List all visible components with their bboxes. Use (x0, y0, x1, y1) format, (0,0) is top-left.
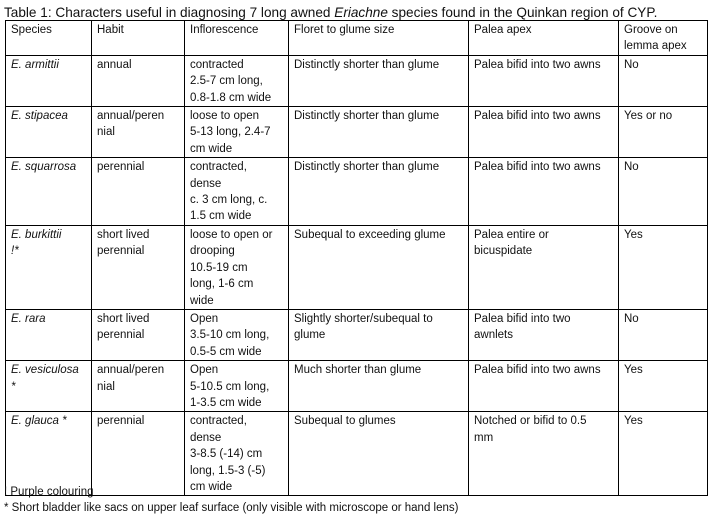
cell-line: awnlets (474, 329, 513, 342)
cell-line: annual/peren (97, 110, 165, 123)
header-row (6, 21, 708, 56)
cell-palea (469, 55, 619, 106)
cell-groove (619, 309, 708, 360)
header-species: Species (6, 21, 92, 56)
cell-line: Much shorter than glume (294, 364, 422, 377)
cell-palea (469, 309, 619, 360)
cell-line: 0.8-1.8 cm wide (190, 91, 272, 104)
cell-line: E. vesiculosa (11, 364, 79, 377)
cell-inflorescence (185, 55, 289, 106)
cell-inflorescence (185, 225, 289, 309)
cell-line: Palea bifid into two awns (474, 58, 601, 71)
cell-line: contracted, (190, 415, 247, 428)
cell-palea (469, 107, 619, 158)
cell-groove (619, 107, 708, 158)
cell-line: Palea bifid into two awns (474, 364, 601, 377)
cell-line: 3-8.5 (-14) cm (190, 448, 263, 461)
cell-habit (92, 55, 185, 106)
cell-inflorescence (185, 158, 289, 226)
cell-line: wide (190, 294, 214, 307)
footnotes (4, 484, 458, 517)
header-inflorescence: Inflorescence (185, 21, 289, 56)
caption-prefix: Table 1: Characters useful in diagnosing 7 long awned (4, 5, 335, 20)
table-row (6, 55, 708, 106)
cell-habit (92, 361, 185, 412)
table-row (6, 107, 708, 158)
cell-line: 2.5-7 cm long, (190, 75, 263, 88)
cell-floret (289, 107, 469, 158)
header-habit: Habit (92, 21, 185, 56)
cell-species (6, 55, 92, 106)
cell-line: Subequal to exceeding glume (294, 228, 446, 241)
cell-line: Yes (624, 415, 643, 428)
cell-line: Slightly shorter/subequal to (294, 312, 433, 325)
cell-line: 3.5-10 cm long, (190, 329, 270, 342)
cell-inflorescence (185, 361, 289, 412)
cell-line: Open (190, 364, 219, 377)
cell-line: E. burkittii (11, 228, 62, 241)
cell-groove (619, 412, 708, 496)
table-row (6, 158, 708, 226)
cell-palea (469, 158, 619, 226)
cell-inflorescence (185, 107, 289, 158)
cell-line: E. stipacea (11, 110, 68, 123)
cell-line: Yes (624, 364, 643, 377)
cell-line: Palea entire or (474, 228, 549, 241)
cell-line: dense (190, 177, 222, 190)
table-row (6, 361, 708, 412)
header-groove: Groove on lemma apex (619, 21, 708, 56)
cell-line: Yes or no (624, 110, 673, 123)
cell-line: Palea bifid into two (474, 312, 571, 325)
cell-species (6, 309, 92, 360)
cell-line: long, 1.5-3 (-5) (190, 464, 266, 477)
species-table (5, 20, 708, 496)
cell-line: Palea bifid into two awns (474, 161, 601, 174)
table-body (6, 55, 708, 496)
cell-groove (619, 55, 708, 106)
cell-groove (619, 158, 708, 226)
cell-line: perennial (97, 329, 145, 342)
cell-habit (92, 309, 185, 360)
cell-line: Distinctly shorter than glume (294, 58, 440, 71)
cell-line: short lived (97, 228, 150, 241)
cell-line: E. armittii (11, 58, 59, 71)
cell-floret (289, 55, 469, 106)
cell-line: long, 1-6 cm (190, 278, 254, 291)
cell-line: mm (474, 431, 494, 444)
cell-species (6, 361, 92, 412)
cell-line: Notched or bifid to 0.5 (474, 415, 587, 428)
cell-line: perennial (97, 415, 145, 428)
cell-line: No (624, 312, 639, 325)
cell-floret (289, 309, 469, 360)
table-row (6, 225, 708, 309)
cell-line: E. squarrosa (11, 161, 77, 174)
cell-line: drooping (190, 245, 235, 258)
cell-line: 5-13 long, 2.4-7 (190, 126, 271, 139)
cell-line: annual/peren (97, 364, 165, 377)
cell-line: perennial (97, 245, 145, 258)
cell-line: perennial (97, 161, 145, 174)
footnote-purple: ! Purple colouring (4, 486, 94, 498)
cell-habit (92, 158, 185, 226)
cell-species (6, 107, 92, 158)
cell-line: Distinctly shorter than glume (294, 110, 440, 123)
cell-line: Palea bifid into two awns (474, 110, 601, 123)
cell-groove (619, 361, 708, 412)
cell-line: Subequal to glumes (294, 415, 396, 428)
header-floret: Floret to glume size (289, 21, 469, 56)
cell-line: 5-10.5 cm long, (190, 380, 270, 393)
cell-line: nial (97, 380, 115, 393)
cell-palea (469, 412, 619, 496)
cell-line: * (11, 380, 16, 393)
cell-habit (92, 225, 185, 309)
cell-species (6, 225, 92, 309)
cell-line: cm wide (190, 142, 233, 155)
table-row (6, 309, 708, 360)
cell-line: contracted (190, 58, 244, 71)
cell-line: contracted, (190, 161, 247, 174)
cell-line: glume (294, 329, 326, 342)
cell-line: Open (190, 312, 219, 325)
cell-line: Yes (624, 228, 643, 241)
cell-line: c. 3 cm long, c. (190, 194, 268, 207)
cell-line: Distinctly shorter than glume (294, 161, 440, 174)
cell-floret (289, 225, 469, 309)
cell-habit (92, 107, 185, 158)
cell-species (6, 158, 92, 226)
cell-line: cm wide (190, 480, 233, 493)
cell-line: loose to open or (190, 228, 273, 241)
cell-line: annual (97, 58, 132, 71)
cell-inflorescence (185, 309, 289, 360)
caption-genus: Eriachne (334, 5, 388, 20)
cell-line: dense (190, 431, 222, 444)
cell-line: nial (97, 126, 115, 139)
cell-line: 10.5-19 cm (190, 261, 248, 274)
cell-line: E. glauca * (11, 415, 67, 428)
cell-line: 0.5-5 cm wide (190, 345, 262, 358)
cell-groove (619, 225, 708, 309)
header-palea: Palea apex (469, 21, 619, 56)
cell-line: !* (11, 245, 19, 258)
cell-palea (469, 225, 619, 309)
cell-floret (289, 361, 469, 412)
cell-line: 1.5 cm wide (190, 210, 252, 223)
cell-line: 1-3.5 cm wide (190, 396, 262, 409)
cell-floret (289, 158, 469, 226)
cell-line: E. rara (11, 312, 46, 325)
cell-palea (469, 361, 619, 412)
cell-line: loose to open (190, 110, 260, 123)
cell-line: bicuspidate (474, 245, 533, 258)
cell-line: No (624, 58, 639, 71)
footnote-bladder: * Short bladder like sacs on upper leaf surface (only visible with microscope or hand lens) (4, 502, 459, 515)
cell-line: short lived (97, 312, 150, 325)
caption-suffix: species found in the Quinkan region of CYP. (387, 5, 658, 20)
cell-line: No (624, 161, 639, 174)
